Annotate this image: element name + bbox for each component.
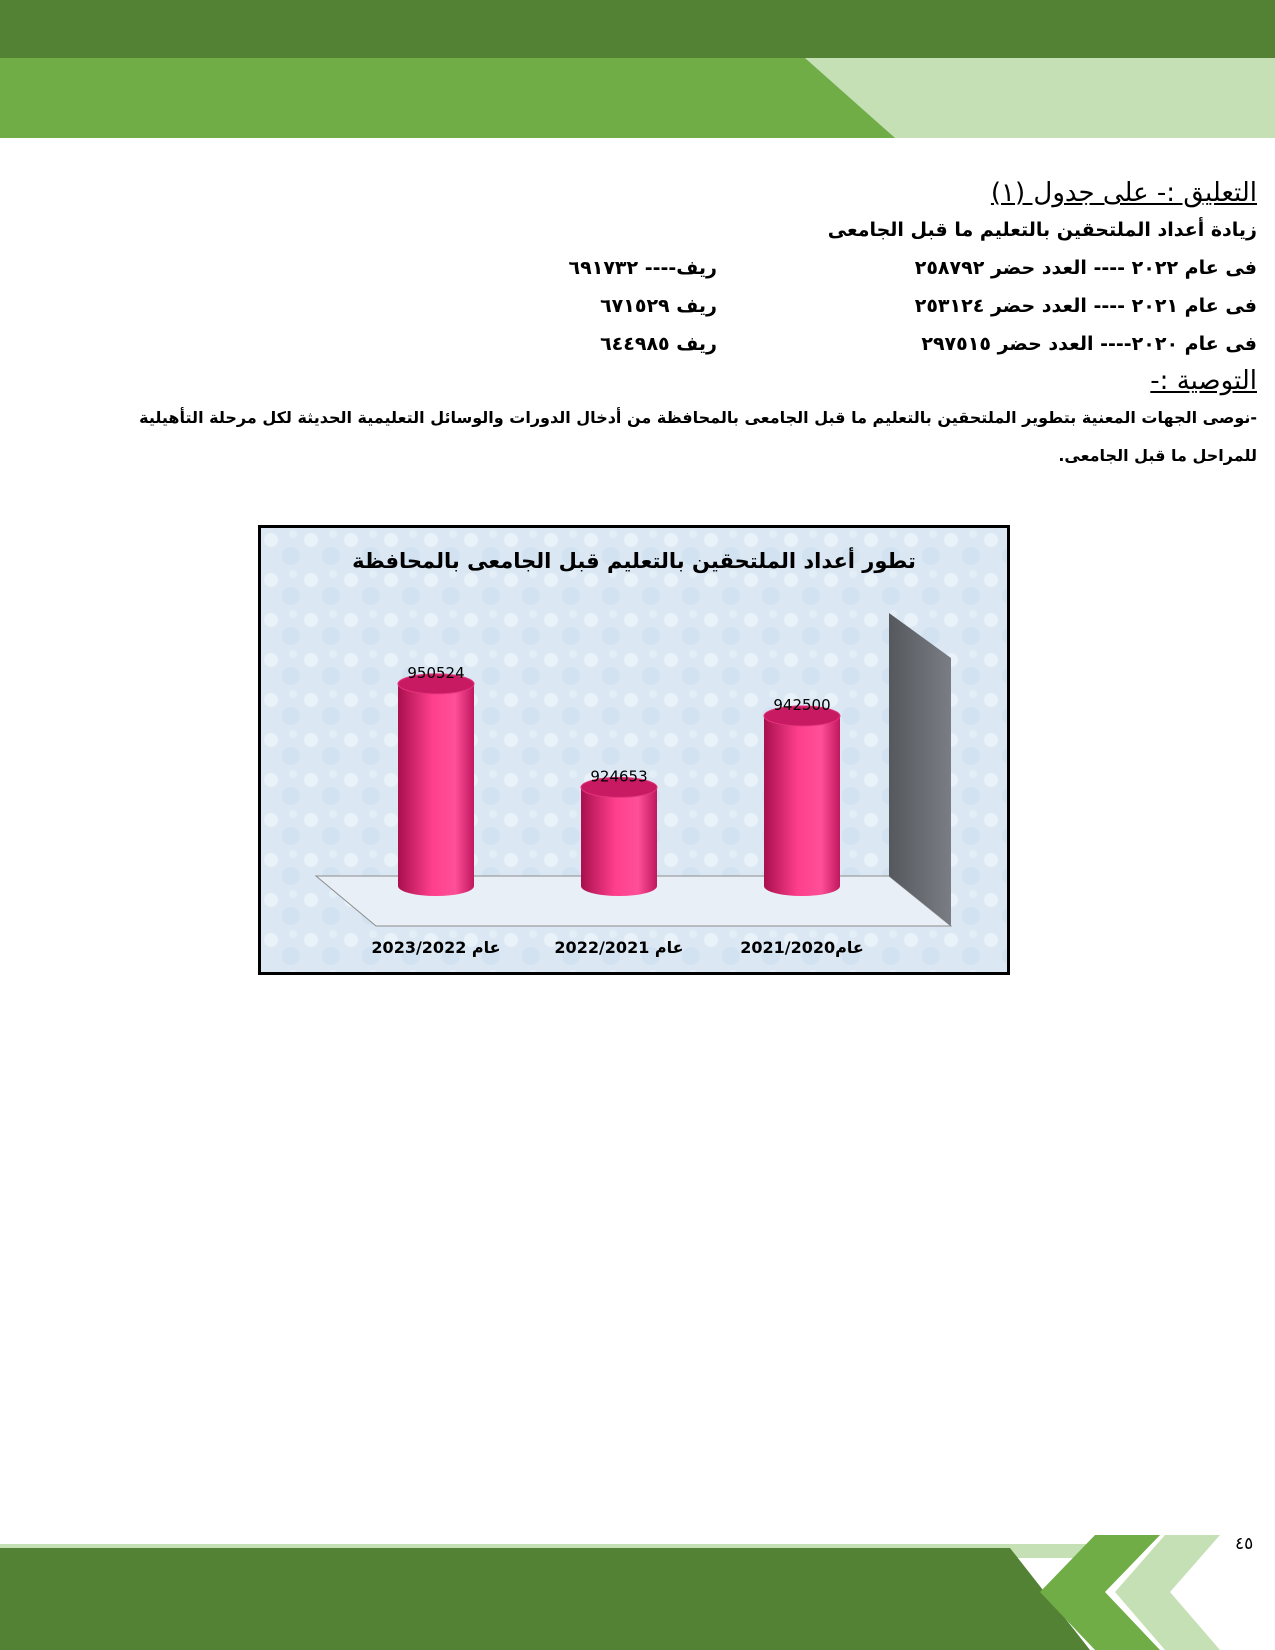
header-dark-strip bbox=[0, 0, 1275, 58]
bar-2-value-label: 924653 bbox=[590, 767, 648, 786]
page-content bbox=[77, 175, 1257, 475]
chart-side-wall bbox=[889, 613, 951, 926]
data-row-2022 bbox=[77, 249, 1257, 287]
header-mid-strip bbox=[0, 58, 895, 138]
rural-count-2022: ريف---- ٦٩١٧٣٢ bbox=[568, 257, 717, 279]
bar-3-body bbox=[764, 716, 840, 896]
chart-title: تطور أعداد الملتحقين بالتعليم قبل الجامعى بالمحافظة bbox=[352, 549, 916, 573]
recommendation-text: -نوصى الجهات المعنية بتطوير الملتحقين بالتعليم ما قبل الجامعى بالمحافظة من أدخال الدورات والوسائل التعليمية الحديثة لكل مرحلة التأهيلية للمراحل ما قبل الجامعى. bbox=[139, 408, 1257, 465]
header-band bbox=[0, 0, 1275, 140]
x-tick-label-3: عام2021/2020 bbox=[740, 938, 864, 957]
rural-count-2020: ريف ٦٤٤٩٨٥ bbox=[600, 333, 717, 355]
bar-3-value-label: 942500 bbox=[773, 696, 831, 714]
comment-heading: التعليق :- على جدول (١) bbox=[990, 178, 1257, 208]
urban-count-2022: فى عام ٢٠٢٢ ---- العدد حضر ٢٥٨٧٩٢ bbox=[914, 257, 1257, 279]
bar-2-body bbox=[581, 787, 657, 896]
rural-count-2021: ريف ٦٧١٥٢٩ bbox=[600, 295, 717, 317]
recommendation-heading: التوصية :- bbox=[1150, 366, 1257, 396]
x-tick-label-1: عام 2023/2022 bbox=[371, 938, 501, 957]
footer-band bbox=[0, 1530, 1275, 1650]
bar-1-body bbox=[398, 684, 474, 896]
enrollment-chart bbox=[258, 525, 1010, 975]
x-tick-label-2: عام 2022/2021 bbox=[554, 938, 684, 957]
data-row-2020 bbox=[77, 325, 1257, 363]
footer-dark-strip bbox=[0, 1548, 1090, 1650]
urban-count-2020: فى عام ٢٠٢٠---- العدد حضر ٢٩٧٥١٥ bbox=[921, 333, 1257, 355]
urban-count-2021: فى عام ٢٠٢١ ---- العدد حضر ٢٥٣١٢٤ bbox=[914, 295, 1257, 317]
bar-1-value-label: 950524 bbox=[407, 663, 465, 682]
comment-subtitle: زيادة أعداد الملتحقين بالتعليم ما قبل الجامعى bbox=[827, 219, 1257, 241]
page-number: ٤٥ bbox=[1235, 1534, 1254, 1554]
data-row-2021 bbox=[77, 287, 1257, 325]
chart-svg bbox=[261, 528, 1007, 972]
